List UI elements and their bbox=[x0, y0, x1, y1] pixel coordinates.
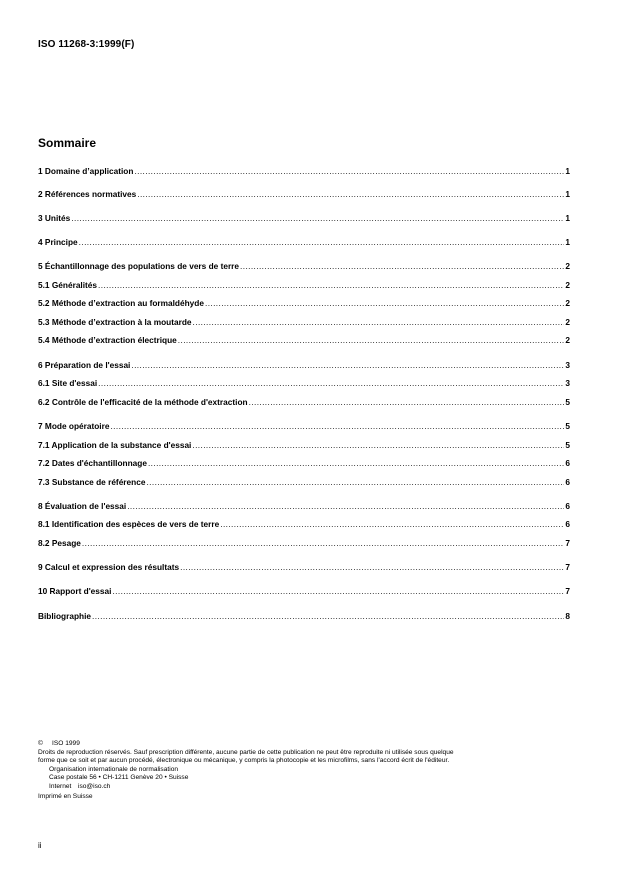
page-number: ii bbox=[38, 841, 42, 850]
toc-entry-page: 2 bbox=[565, 280, 570, 290]
toc-entry-label: 2 Références normatives bbox=[38, 189, 137, 199]
internet-email[interactable]: iso@iso.ch bbox=[78, 782, 111, 790]
toc-leader-dots bbox=[127, 500, 564, 512]
toc-leader-dots bbox=[249, 396, 565, 408]
toc-entry[interactable] bbox=[38, 212, 570, 224]
toc-leader-dots bbox=[71, 212, 564, 224]
toc-leader-dots bbox=[79, 236, 565, 248]
toc-entry-label: 8.1 Identification des espèces de vers de terre bbox=[38, 519, 220, 529]
toc-leader-dots bbox=[92, 610, 564, 622]
toc-leader-dots bbox=[110, 420, 564, 432]
toc-entry-label: 4 Principe bbox=[38, 237, 78, 247]
toc-entry-label: 6.2 Contrôle de l'efficacité de la méthode d'extraction bbox=[38, 397, 248, 407]
toc-entry-page: 1 bbox=[565, 166, 570, 176]
toc-entry[interactable] bbox=[38, 420, 570, 432]
toc-leader-dots bbox=[240, 260, 564, 272]
toc-leader-dots bbox=[146, 476, 564, 488]
internet-line bbox=[38, 783, 578, 792]
toc-leader-dots bbox=[98, 279, 564, 291]
toc-entry-label: 7.1 Application de la substance d'essai bbox=[38, 440, 192, 450]
toc-entry-page: 2 bbox=[565, 335, 570, 345]
toc-entry-page: 3 bbox=[565, 378, 570, 388]
toc-entry-page: 1 bbox=[565, 213, 570, 223]
toc-entry-label: 3 Unités bbox=[38, 213, 71, 223]
toc-entry-label: 8 Évaluation de l'essai bbox=[38, 501, 127, 511]
toc-entry[interactable] bbox=[38, 297, 570, 309]
org-name: Organisation internationale de normalisation bbox=[49, 765, 179, 773]
toc-entry-label: 10 Rapport d'essai bbox=[38, 586, 112, 596]
toc-entry-page: 2 bbox=[565, 317, 570, 327]
toc-entry[interactable] bbox=[38, 439, 570, 451]
toc-entry-page: 5 bbox=[565, 421, 570, 431]
toc-entry-page: 2 bbox=[565, 298, 570, 308]
toc-entry[interactable] bbox=[38, 500, 570, 512]
toc-entry-page: 6 bbox=[565, 458, 570, 468]
toc-leader-dots bbox=[98, 377, 564, 389]
toc-entry-page: 5 bbox=[565, 397, 570, 407]
toc-entry-label: 7.2 Dates d'échantillonnage bbox=[38, 458, 147, 468]
toc-entry[interactable] bbox=[38, 359, 570, 371]
toc-leader-dots bbox=[131, 359, 564, 371]
toc-entry[interactable] bbox=[38, 377, 570, 389]
printed-in: Imprimé en Suisse bbox=[38, 792, 93, 800]
toc-leader-dots bbox=[148, 457, 564, 469]
toc-leader-dots bbox=[192, 439, 564, 451]
toc-entry-page: 7 bbox=[565, 538, 570, 548]
toc-entry[interactable] bbox=[38, 476, 570, 488]
toc-leader-dots bbox=[82, 537, 564, 549]
toc-entry-label: 6 Préparation de l'essai bbox=[38, 360, 131, 370]
toc-entry[interactable] bbox=[38, 316, 570, 328]
toc-entry-page: 1 bbox=[565, 237, 570, 247]
toc-entry-page: 2 bbox=[565, 261, 570, 271]
toc-entry-page: 6 bbox=[565, 477, 570, 487]
toc-entry-label: 5.3 Méthode d’extraction à la moutarde bbox=[38, 317, 192, 327]
toc-entry[interactable] bbox=[38, 537, 570, 549]
copyright-line bbox=[38, 740, 578, 749]
toc-entry-label: 9 Calcul et expression des résultats bbox=[38, 562, 180, 572]
toc-entry-label: 7 Mode opératoire bbox=[38, 421, 110, 431]
toc-leader-dots bbox=[220, 518, 564, 530]
toc-entry-label: 1 Domaine d’application bbox=[38, 166, 134, 176]
toc-entry-page: 1 bbox=[565, 189, 570, 199]
org-address: Case postale 56 • CH-1211 Genève 20 • Suisse bbox=[49, 774, 189, 782]
toc-entry[interactable] bbox=[38, 610, 570, 622]
toc-entry[interactable] bbox=[38, 585, 570, 597]
toc-entry[interactable] bbox=[38, 334, 570, 346]
toc-entry[interactable] bbox=[38, 561, 570, 573]
toc-leader-dots bbox=[205, 297, 564, 309]
copyright-symbol: © bbox=[38, 740, 43, 747]
toc-entry-page: 6 bbox=[565, 501, 570, 511]
toc-leader-dots bbox=[137, 188, 564, 200]
toc-entry-label: 6.1 Site d'essai bbox=[38, 378, 98, 388]
toc-entry-label: 5 Échantillonnage des populations de vers de terre bbox=[38, 261, 240, 271]
rights-line-2: forme que ce soit et par aucun procédé, électronique ou mécanique, y compris la photocopie et les microfilms, sans l'accord écrit de l'éditeur. bbox=[38, 757, 450, 765]
toc-entry[interactable] bbox=[38, 236, 570, 248]
toc-entry-page: 8 bbox=[565, 611, 570, 621]
toc-entry-page: 3 bbox=[565, 360, 570, 370]
internet-label: Internet bbox=[49, 782, 72, 790]
toc-entry-page: 6 bbox=[565, 519, 570, 529]
toc-entry-page: 5 bbox=[565, 440, 570, 450]
toc-entry-page: 7 bbox=[565, 586, 570, 596]
toc-entry[interactable] bbox=[38, 457, 570, 469]
toc-entry[interactable] bbox=[38, 396, 570, 408]
copyright-notice bbox=[38, 740, 578, 801]
toc-entry-label: 5.4 Méthode d’extraction électrique bbox=[38, 335, 177, 345]
toc-leader-dots bbox=[178, 334, 565, 346]
toc-entry-label: 5.2 Méthode d’extraction au formaldéhyde bbox=[38, 298, 204, 308]
toc-entry[interactable] bbox=[38, 518, 570, 530]
toc-entry-label: 8.2 Pesage bbox=[38, 538, 81, 548]
toc-entry-label: 5.1 Généralités bbox=[38, 280, 98, 290]
toc-entry[interactable] bbox=[38, 188, 570, 200]
toc-leader-dots bbox=[193, 316, 565, 328]
toc-entry-label: Bibliographie bbox=[38, 611, 92, 621]
toc-entry[interactable] bbox=[38, 260, 570, 272]
document-header: ISO 11268-3:1999(F) bbox=[38, 39, 135, 50]
toc-leader-dots bbox=[112, 585, 564, 597]
rights-line-1: Droits de reproduction réservés. Sauf prescription différente, aucune partie de cette publication ne peut être reproduite ni utilisée sous quelque bbox=[38, 748, 454, 756]
toc-leader-dots bbox=[134, 165, 564, 177]
toc-entry-label: 7.3 Substance de référence bbox=[38, 477, 146, 487]
toc-leader-dots bbox=[180, 561, 564, 573]
toc-title: Sommaire bbox=[38, 136, 97, 150]
toc-entry[interactable] bbox=[38, 165, 570, 177]
toc-entry-page: 7 bbox=[565, 562, 570, 572]
toc-entry[interactable] bbox=[38, 279, 570, 291]
copyright-text: ISO 1999 bbox=[52, 740, 80, 747]
